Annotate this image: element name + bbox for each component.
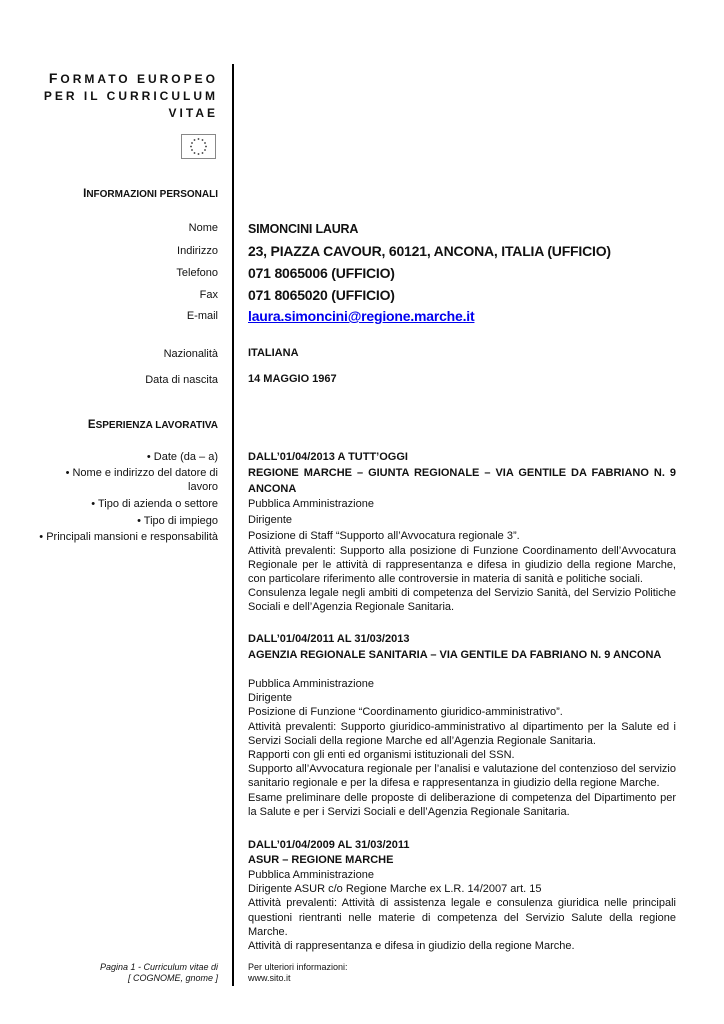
job-employer: AGENZIA REGIONALE SANITARIA – VIA GENTILE DA FABRIANO N. 9 ANCONA	[248, 649, 662, 661]
label-indirizzo: Indirizzo	[177, 245, 218, 257]
job-activity: Attività di rappresentanza e difesa in giudizio della regione Marche.	[248, 940, 575, 953]
value-indirizzo: 23, PIAZZA CAVOUR, 60121, ANCONA, ITALIA (UFFICIO)	[248, 243, 611, 259]
job-position: Posizione di Staff “Supporto all’Avvocatura regionale 3”.	[248, 530, 520, 543]
label-email: E-mail	[186, 310, 218, 322]
job-position: Posizione di Funzione “Coordinamento giuridico-amministrativo”.	[248, 706, 563, 719]
job-sector: Pubblica Amministrazione	[248, 678, 374, 690]
footer-contact: Per ulteriori informazioni: www.sito.it	[248, 962, 348, 983]
job-role: Dirigente ASUR c/o Regione Marche ex L.R. 14/2007 art. 15	[248, 883, 542, 896]
job-role: Dirigente	[248, 514, 293, 527]
job-activity: Consulenza legale negli ambiti di competenza del Servizio Sanità, del Servizio Politiche Sociali e dell’Agenzia Regionale Sanitaria.	[248, 587, 676, 614]
label-role: • Tipo di impiego	[137, 515, 218, 527]
job-activity: Attività prevalenti: Supporto giuridico-amministrativo al dipartimento per la Salute ed i Servizi Sociali della regione Marche ed all’Agenzia Regionale Sanitaria.	[248, 720, 676, 747]
job-entry	[248, 838, 676, 953]
job-activity: Esame preliminare delle proposte di deliberazione di competenza del Dipartimento per la Salute e per i Servizi Sociali e dell’Agenzia Regionale Sanitaria.	[248, 791, 676, 818]
job-employer: REGIONE MARCHE – GIUNTA REGIONALE – VIA GENTILE DA FABRIANO N. 9 ANCONA	[248, 467, 676, 495]
value-fax: 071 8065020 (UFFICIO)	[248, 287, 395, 303]
label-telefono: Telefono	[176, 267, 218, 279]
label-employer: • Nome e indirizzo del datore di lavoro	[65, 467, 218, 493]
document-title: FORMATO EUROPEO PER IL CURRICULUM VITAE	[43, 70, 218, 120]
job-employer: ASUR – REGIONE MARCHE	[248, 854, 394, 866]
eu-stars-icon	[182, 135, 215, 158]
job-dates: DALL’01/04/2011 AL 31/03/2013	[248, 633, 410, 645]
job-sector: Pubblica Amministrazione	[248, 498, 374, 510]
value-nazionalita: ITALIANA	[248, 347, 299, 359]
job-dates: DALL’01/04/2013 A TUTT’OGGI	[248, 451, 408, 463]
job-details	[248, 677, 676, 819]
label-sector: • Tipo di azienda o settore	[91, 498, 218, 510]
label-nazionalita: Nazionalità	[163, 348, 218, 360]
job-activity: Rapporti con gli enti ed organismi istituzionali del SSN.	[248, 749, 515, 762]
job-details	[248, 497, 676, 615]
job-entry	[248, 631, 676, 663]
label-nome: Nome	[188, 222, 218, 234]
value-telefono: 071 8065006 (UFFICIO)	[248, 265, 395, 281]
value-nascita: 14 MAGGIO 1967	[248, 373, 337, 385]
job-activity: Attività prevalenti: Attività di assistenza legale e consulenza giuridica nelle principali questioni rientranti nelle materie di competenza del Servizio Salute della regione Marche.	[248, 897, 676, 938]
label-dates: • Date (da – a)	[146, 451, 218, 463]
job-activity: Supporto all’Avvocatura regionale per l’analisi e valutazione del contenzioso del servizio sanitario regionale e per la difesa e rappresentanza in giudizio della regione Marche.	[248, 763, 676, 790]
section-work-experience: ESPERIENZA LAVORATIVA	[87, 419, 218, 431]
eu-flag-logo	[181, 134, 216, 159]
job-dates: DALL’01/04/2009 AL 31/03/2011	[248, 839, 410, 851]
section-personal-info: INFORMAZIONI PERSONALI	[83, 188, 218, 200]
column-divider	[232, 64, 234, 986]
job-sector: Pubblica Amministrazione	[248, 869, 374, 881]
value-nome: SIMONCINI LAURA	[248, 222, 359, 236]
label-nascita: Data di nascita	[145, 374, 218, 386]
label-fax: Fax	[199, 289, 218, 301]
job-role: Dirigente	[248, 692, 293, 705]
label-duties: • Principali mansioni e responsabilità	[39, 531, 218, 543]
footer-page-info: Pagina 1 - Curriculum vitae di [ COGNOME, gnome ]	[99, 962, 218, 983]
job-entry	[248, 449, 676, 497]
job-activity: Attività prevalenti: Supporto alla posizione di Funzione Coordinamento dell’Avvocatura Regionale per le attività di rappresentanza e difesa in giudizio della regione Marche, con particolare riferimento alle controversie in materia di sanità e politiche sociali.	[248, 544, 676, 586]
email-link[interactable]: laura.simoncini@regione.marche.it	[248, 308, 475, 324]
